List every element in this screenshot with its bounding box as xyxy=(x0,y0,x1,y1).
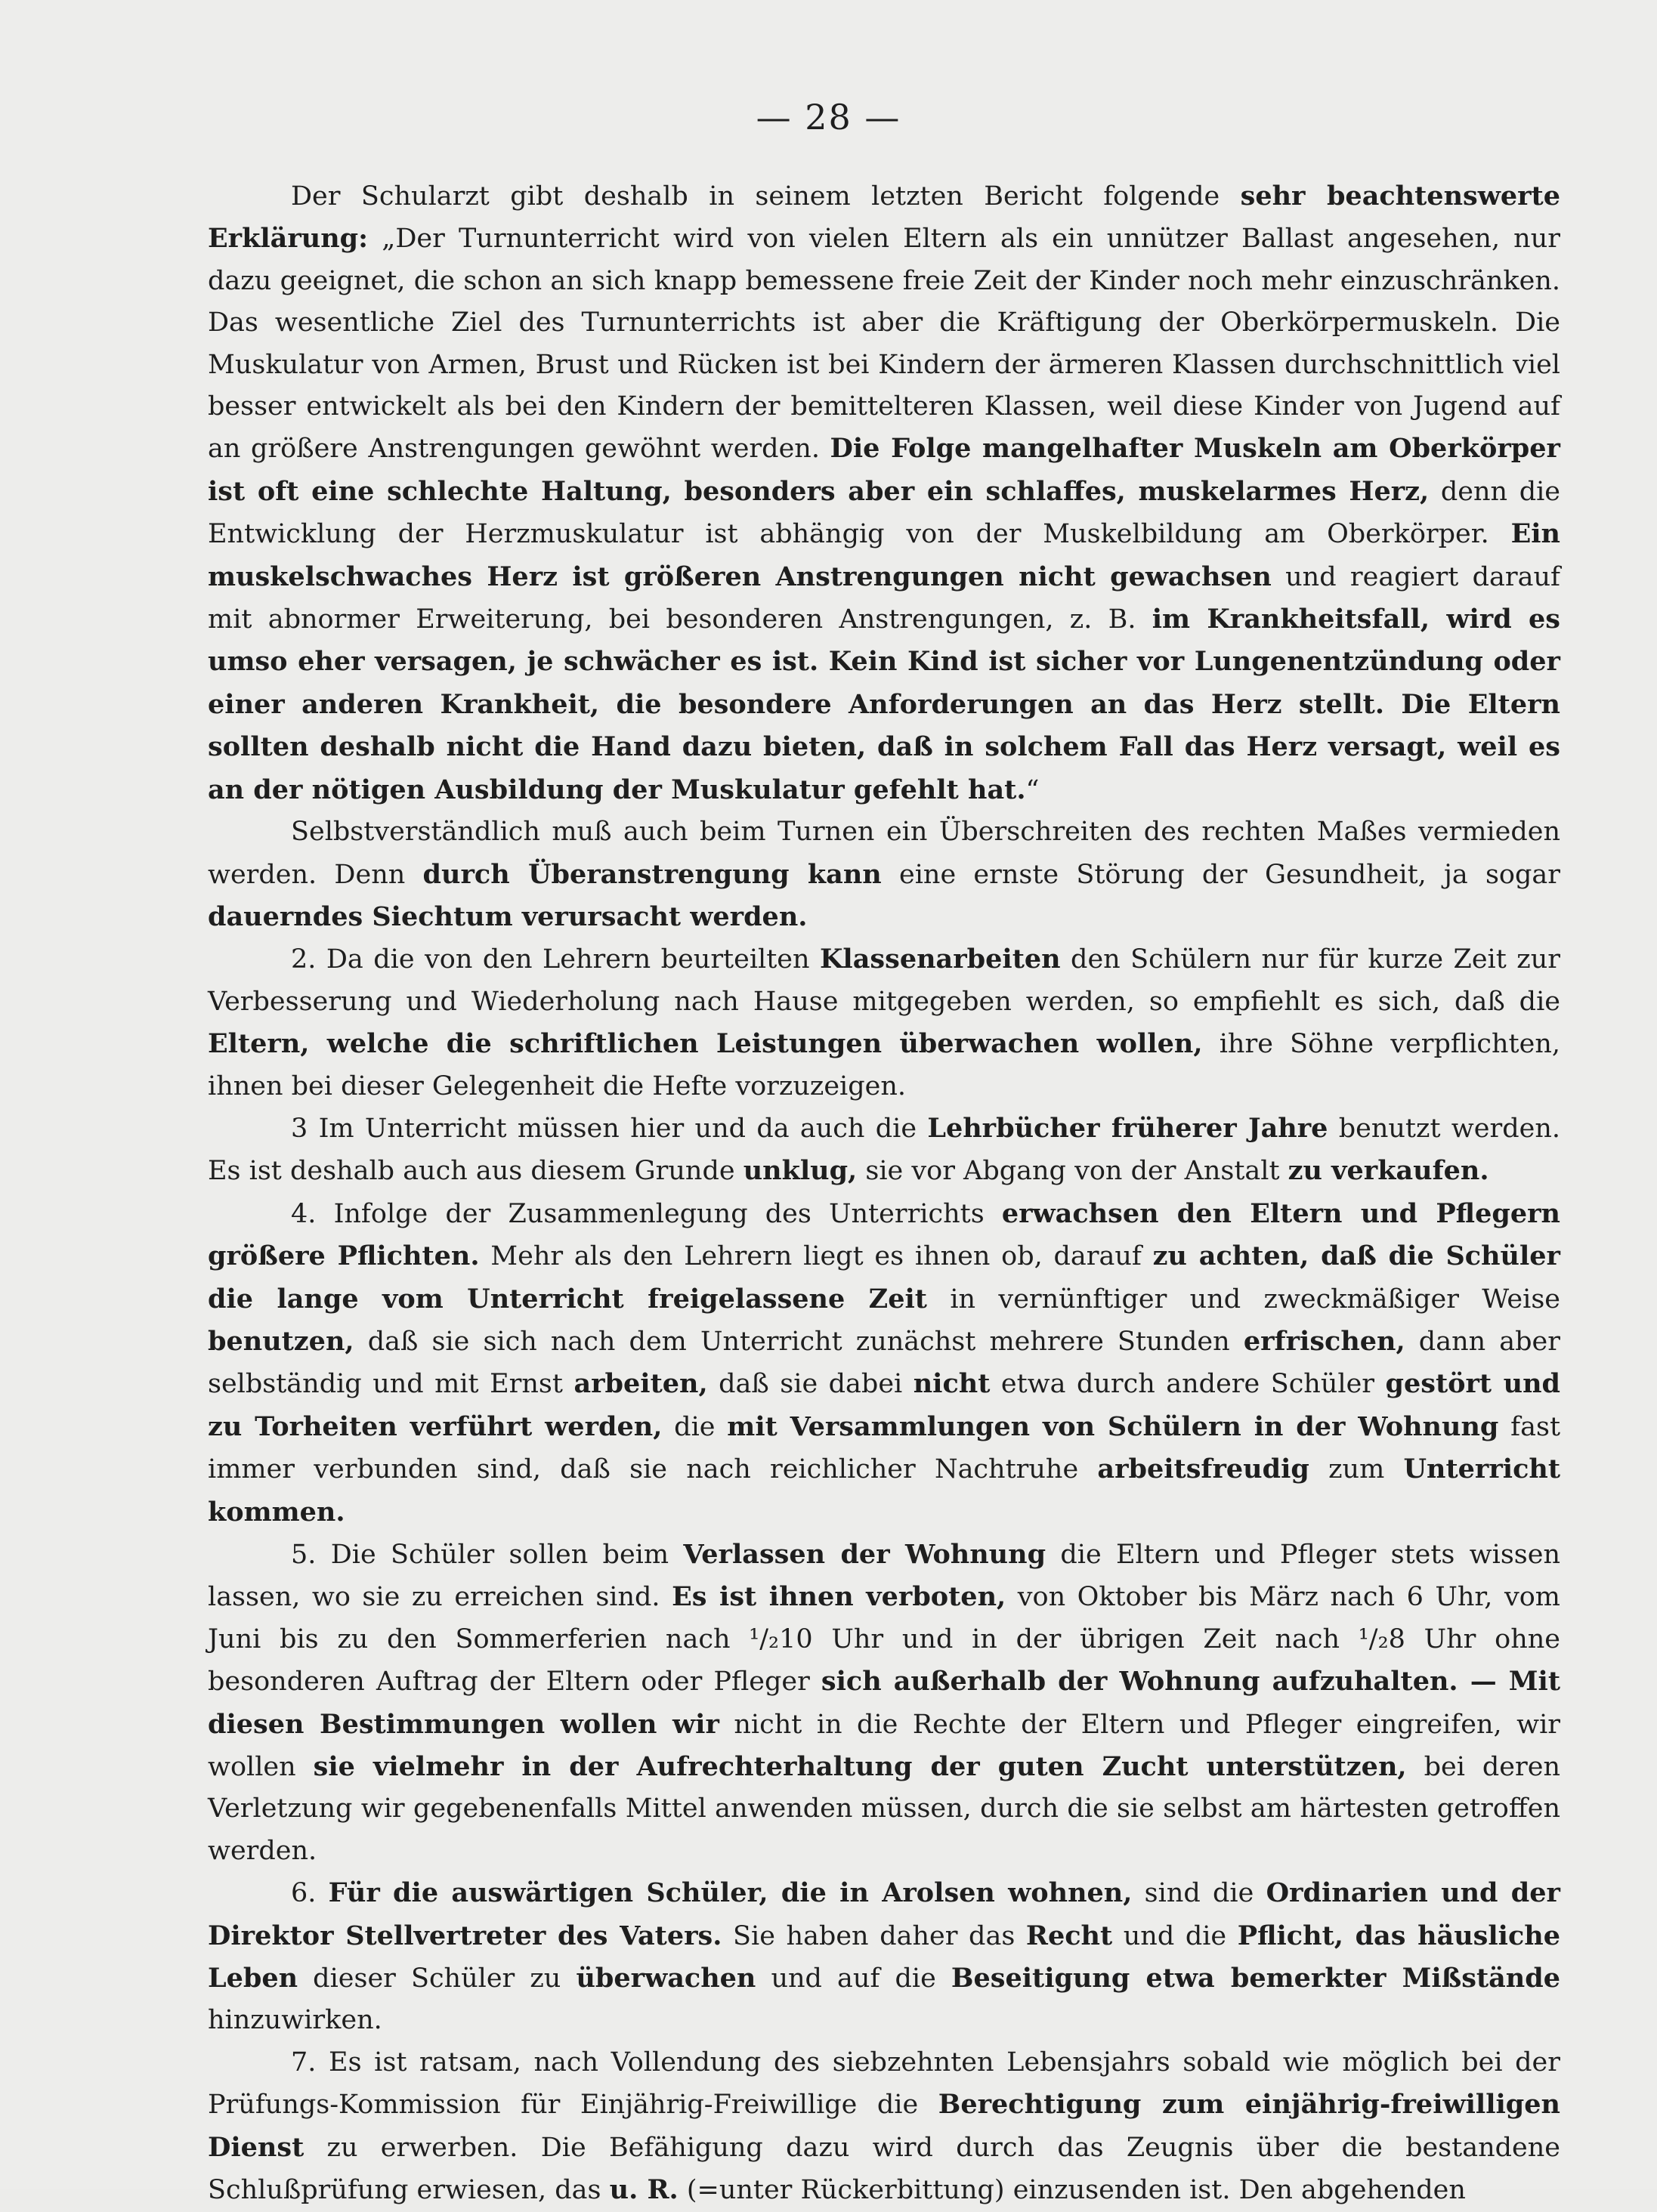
emphasized-text: Für die auswärtigen Schüler, die in Arolsen wohnen, xyxy=(328,1877,1133,1909)
text-run: Mehr als den Lehrern liegt es ihnen ob, darauf xyxy=(479,1241,1153,1272)
text-run: eine ernste Störung der Gesundheit, ja sogar xyxy=(881,859,1561,890)
text-run: ihre Söhne verpflichten, ihnen bei dieser Gelegenheit die Hefte vorzuzeigen. xyxy=(208,1029,1560,1101)
emphasized-text: zu achten, daß die Schüler die lange vom Unterricht freigelassene Zeit xyxy=(208,1240,1560,1315)
emphasized-text: überwachen xyxy=(576,1963,756,1994)
text-run: zum xyxy=(1309,1454,1404,1485)
text-run: 4. Infolge der Zusammenlegung des Unterrichts xyxy=(291,1198,1002,1229)
emphasized-text: nicht xyxy=(913,1368,991,1400)
emphasized-text: Beseitigung etwa bemerkter Mißstände xyxy=(951,1963,1560,1994)
paragraph-8 xyxy=(208,2042,1560,2212)
text-run: sind die xyxy=(1132,1878,1266,1909)
text-run: die xyxy=(662,1411,728,1442)
text-run: “ xyxy=(1025,774,1040,805)
emphasized-text: durch Überanstrengung kann xyxy=(422,858,882,890)
text-run: „Der Turnunterricht wird von vielen Eltern als ein unnützer Ballast angesehen, nur dazu geeignet, die schon an sich knapp bemessene freie Zeit der Kinder noch mehr einzuschränken. Das wesentliche Ziel des Turnunterrichts ist aber die Kräftigung der Oberkörpermuskeln. Die Muskulatur von Armen, Brust und Rücken ist bei Kindern der ärmeren Klassen durchschnittlich viel besser entwickelt als bei den Kindern der bemittelteren Klassen, weil diese Kinder von Jugend auf an größere Anstrengungen gewöhnt werden. xyxy=(208,224,1560,465)
emphasized-text: Lehrbücher früherer Jahre xyxy=(927,1112,1328,1144)
text-run: 3 Im Unterricht müssen hier und da auch die xyxy=(291,1113,928,1144)
emphasized-text: unklug, xyxy=(743,1155,858,1187)
emphasized-text: benutzen, xyxy=(208,1325,354,1357)
paragraph-3 xyxy=(208,938,1560,1108)
emphasized-text: zu verkaufen. xyxy=(1288,1155,1489,1187)
emphasized-text: Recht xyxy=(1025,1920,1113,1951)
text-run: Der Schularzt gibt deshalb in seinem letzten Bericht folgende xyxy=(291,181,1241,212)
body-text xyxy=(208,175,1560,2212)
emphasized-text: im Krankheitsfall, wird es umso eher versagen, je schwächer es ist. Kein Kind ist sicher vor Lungenentzündung oder einer anderen Krankheit, die besondere Anforderungen an das Herz stellt. Die Eltern sollten deshalb nicht die Hand dazu bieten, daß in solchem Fall das Herz versagt, weil es an der nötigen Ausbildung der Muskulatur gefehlt hat. xyxy=(208,604,1560,805)
paragraph-7 xyxy=(208,1872,1560,2042)
paragraph-4 xyxy=(208,1108,1560,1193)
text-run: in vernünftiger und zweckmäßiger Weise xyxy=(926,1284,1560,1315)
emphasized-text: Verlassen der Wohnung xyxy=(683,1539,1046,1570)
text-run: dann aber selbständig und mit Ernst xyxy=(208,1326,1560,1400)
text-run: von Oktober bis März nach 6 Uhr, vom Juni bis zu den Sommerferien nach ¹/₂10 Uhr und in der übrigen Zeit nach ¹/₂8 Uhr ohne besonderen Auftrag der Eltern oder Pfleger xyxy=(208,1582,1560,1698)
emphasized-text: Berechtigung zum einjährig-freiwilligen Dienst xyxy=(208,2089,1560,2163)
emphasized-text: gestört und zu Torheiten verführt werden, xyxy=(208,1368,1560,1442)
emphasized-text: mit Versammlungen von Schülern in der Wohnung xyxy=(727,1410,1499,1442)
text-run: (=unter Rückerbittung) einzusenden ist. Den abgehenden xyxy=(678,2175,1466,2206)
emphasized-text: u. R. xyxy=(609,2174,679,2206)
text-run: nicht in die Rechte der Eltern und Pfleger eingreifen, wir wollen xyxy=(208,1709,1561,1783)
emphasized-text: sie vielmehr in der Aufrechterhaltung der guten Zucht unterstützen, xyxy=(313,1751,1407,1783)
text-run: fast immer verbunden sind, daß sie nach reichlicher Nachtruhe xyxy=(208,1411,1561,1485)
paragraph-1 xyxy=(208,175,1560,811)
emphasized-text: erwachsen den Eltern und Pflegern größere Pflichten. xyxy=(208,1197,1560,1272)
text-run: Selbstverständlich muß auch beim Turnen ein Überschreiten des rechten Maßes vermieden werden. Denn xyxy=(208,817,1560,890)
text-run: denn die Entwicklung der Herzmuskulatur ist abhängig von der Muskelbildung am Oberkörper. xyxy=(208,476,1561,550)
emphasized-text: Ordinarien und der Direktor Stellvertreter des Vaters. xyxy=(208,1877,1560,1951)
text-run: daß sie dabei xyxy=(707,1369,914,1400)
emphasized-text: Unterricht kommen. xyxy=(208,1454,1560,1528)
text-run: sie vor Abgang von der Anstalt xyxy=(857,1156,1288,1187)
text-run: zu erwerben. Die Befähigung dazu wird durch das Zeugnis über die bestandene Schlußprüfung erwiesen, das xyxy=(208,2132,1560,2206)
text-run: Sie haben daher das xyxy=(722,1920,1026,1951)
text-run: etwa durch andere Schüler xyxy=(990,1369,1386,1400)
emphasized-text: Die Folge mangelhafter Muskeln am Oberkörper ist oft eine schlechte Haltung, besonders aber ein schlaffes, muskelarmes Herz, xyxy=(208,433,1560,507)
text-run: daß sie sich nach dem Unterricht zunächst mehrere Stunden xyxy=(354,1326,1244,1357)
text-run: 6. xyxy=(291,1878,329,1909)
emphasized-text: sich außerhalb der Wohnung aufzuhalten. — Mit diesen Bestimmungen wollen wir xyxy=(208,1666,1560,1740)
text-run: bei deren Verletzung wir gegebenenfalls Mittel anwenden müssen, durch die sie selbst am härtesten getroffen werden. xyxy=(208,1752,1560,1866)
emphasized-text: Pflicht, das häusliche Leben xyxy=(208,1920,1560,1994)
text-run: den Schülern nur für kurze Zeit zur Verbesserung und Wiederholung nach Hause mitgegeben werden, so empfiehlt es sich, daß die xyxy=(208,944,1560,1017)
emphasized-text: arbeitsfreudig xyxy=(1097,1454,1309,1485)
text-run: 7. Es ist ratsam, nach Vollendung des siebzehnten Lebensjahrs sobald wie möglich bei der Prüfungs-Kommission für Einjährig-Freiwillige die xyxy=(208,2047,1560,2121)
text-run: und auf die xyxy=(756,1963,951,1994)
paragraph-6 xyxy=(208,1534,1560,1872)
text-run: die Eltern und Pfleger stets wissen lassen, wo sie zu erreichen sind. xyxy=(208,1540,1561,1613)
emphasized-text: Eltern, welche die schriftlichen Leistungen überwachen wollen, xyxy=(208,1028,1203,1060)
text-run: 2. Da die von den Lehrern beurteilten xyxy=(291,944,821,975)
text-run: und reagiert darauf mit abnormer Erweiterung, bei besonderen Anstrengungen, z. B. xyxy=(208,561,1560,635)
text-run: und die xyxy=(1112,1920,1238,1951)
emphasized-text: Klassenarbeiten xyxy=(820,944,1061,975)
emphasized-text: Es ist ihnen verboten, xyxy=(672,1581,1006,1613)
paragraph-2 xyxy=(208,811,1560,938)
text-run: 5. Die Schüler sollen beim xyxy=(291,1540,684,1570)
emphasized-text: arbeiten, xyxy=(573,1368,708,1400)
paragraph-5 xyxy=(208,1193,1560,1534)
text-run: hinzuwirken. xyxy=(208,2005,382,2036)
page-number: — 28 — xyxy=(756,97,901,137)
text-run: dieser Schüler zu xyxy=(298,1963,577,1994)
text-run: benutzt werden. Es ist deshalb auch aus diesem Grunde xyxy=(208,1113,1560,1187)
emphasized-text: erfrischen, xyxy=(1243,1325,1405,1357)
emphasized-text: sehr beachtenswerte Erklärung: xyxy=(208,181,1560,255)
emphasized-text: Ein muskelschwaches Herz ist größeren Anstrengungen nicht gewachsen xyxy=(208,518,1560,592)
emphasized-text: dauerndes Siechtum verursacht werden. xyxy=(208,901,808,932)
